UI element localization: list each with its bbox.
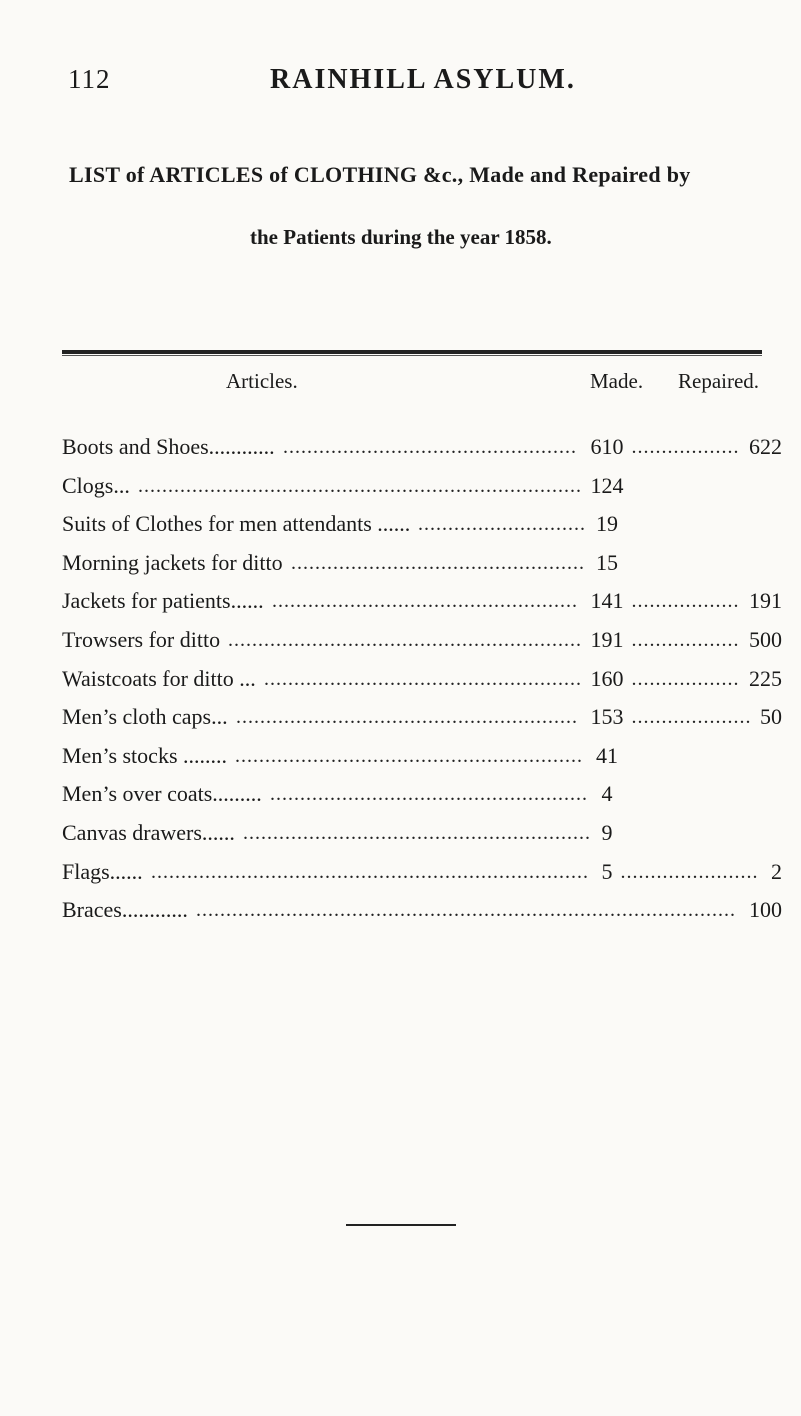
table-row <box>62 432 782 462</box>
article-label: Flags...... <box>62 859 143 884</box>
article-label: Men’s stocks ........ <box>62 743 227 768</box>
dot-leader: ....................... <box>620 861 759 883</box>
table-row <box>62 664 782 694</box>
dot-leader: ................................................... <box>272 590 578 612</box>
made-value: 160 <box>590 666 624 691</box>
dot-leader: ............................ <box>418 513 586 535</box>
table-row <box>62 586 782 616</box>
dot-leader: ........................................................... <box>228 629 582 651</box>
dot-leader: .......................................................... <box>243 822 591 844</box>
table-row <box>62 779 782 809</box>
page-number: 112 <box>68 64 111 94</box>
table-row <box>62 548 782 578</box>
list-subtitle: the Patients during the year 1858. <box>250 225 552 249</box>
article-label: Jackets for patients...... <box>62 588 264 613</box>
article-label: Suits of Clothes for men attendants ...... <box>62 511 411 536</box>
article-label: Trowsers for ditto <box>62 627 221 652</box>
dot-leader: .................. <box>631 629 740 651</box>
dot-leader: .......................................................... <box>235 745 583 767</box>
column-header-articles: Articles. <box>226 369 298 393</box>
article-label: Canvas drawers...... <box>62 820 235 845</box>
made-value: 5 <box>601 859 613 884</box>
table-row <box>62 509 782 539</box>
dot-leader: .......................................................................................... <box>196 899 736 921</box>
dot-leader: ..................................................... <box>264 668 582 690</box>
dot-leader: .................. <box>631 590 740 612</box>
table-row <box>62 857 782 887</box>
dot-leader: ................................................. <box>283 436 577 458</box>
article-label: Boots and Shoes............ <box>62 434 275 459</box>
repaired-value: 622 <box>749 434 782 459</box>
repaired-value: 2 <box>771 859 782 884</box>
running-head: RAINHILL ASYLUM. <box>270 64 576 95</box>
dot-leader: .......................................................................... <box>138 475 582 497</box>
header-rule-thin <box>62 355 762 356</box>
table-row <box>62 895 782 925</box>
column-header-repaired: Repaired. <box>678 369 760 393</box>
dot-leader: ......................................................................... <box>151 861 589 883</box>
table-row <box>62 818 782 848</box>
list-title: LIST of ARTICLES of CLOTHING &c., Made and Repaired by <box>69 162 691 187</box>
made-value: 153 <box>590 704 624 729</box>
article-label: Braces............ <box>62 897 188 922</box>
made-value: 9 <box>601 820 613 845</box>
made-value: 610 <box>590 434 624 459</box>
dot-leader: .................. <box>631 436 740 458</box>
article-label: Waistcoats for ditto ... <box>62 666 256 691</box>
closing-rule <box>346 1224 456 1226</box>
table-row <box>62 625 782 655</box>
repaired-value: 50 <box>760 704 782 729</box>
made-value: 141 <box>590 588 624 613</box>
table-row <box>62 471 782 501</box>
dot-leader: ..................................................... <box>270 783 588 805</box>
dot-leader: ................................................. <box>291 552 585 574</box>
article-label: Morning jackets for ditto <box>62 550 283 575</box>
made-value: 191 <box>590 627 624 652</box>
made-value: 124 <box>590 473 624 498</box>
repaired-value: 500 <box>749 627 782 652</box>
article-label: Clogs... <box>62 473 130 498</box>
made-value: 41 <box>596 743 618 768</box>
repaired-value: 225 <box>749 666 782 691</box>
repaired-value: 100 <box>749 897 782 922</box>
made-value: 4 <box>601 781 613 806</box>
table-row <box>62 702 782 732</box>
table-row <box>62 741 782 771</box>
made-value: 19 <box>596 511 618 536</box>
repaired-value: 191 <box>749 588 782 613</box>
article-label: Men’s over coats......... <box>62 781 262 806</box>
dot-leader: ......................................................... <box>236 706 578 728</box>
dot-leader: .................... <box>631 706 752 728</box>
dot-leader: .................. <box>631 668 740 690</box>
article-label: Men’s cloth caps... <box>62 704 228 729</box>
header-rule <box>62 350 762 354</box>
column-header-made: Made. <box>590 369 644 393</box>
made-value: 15 <box>596 550 618 575</box>
